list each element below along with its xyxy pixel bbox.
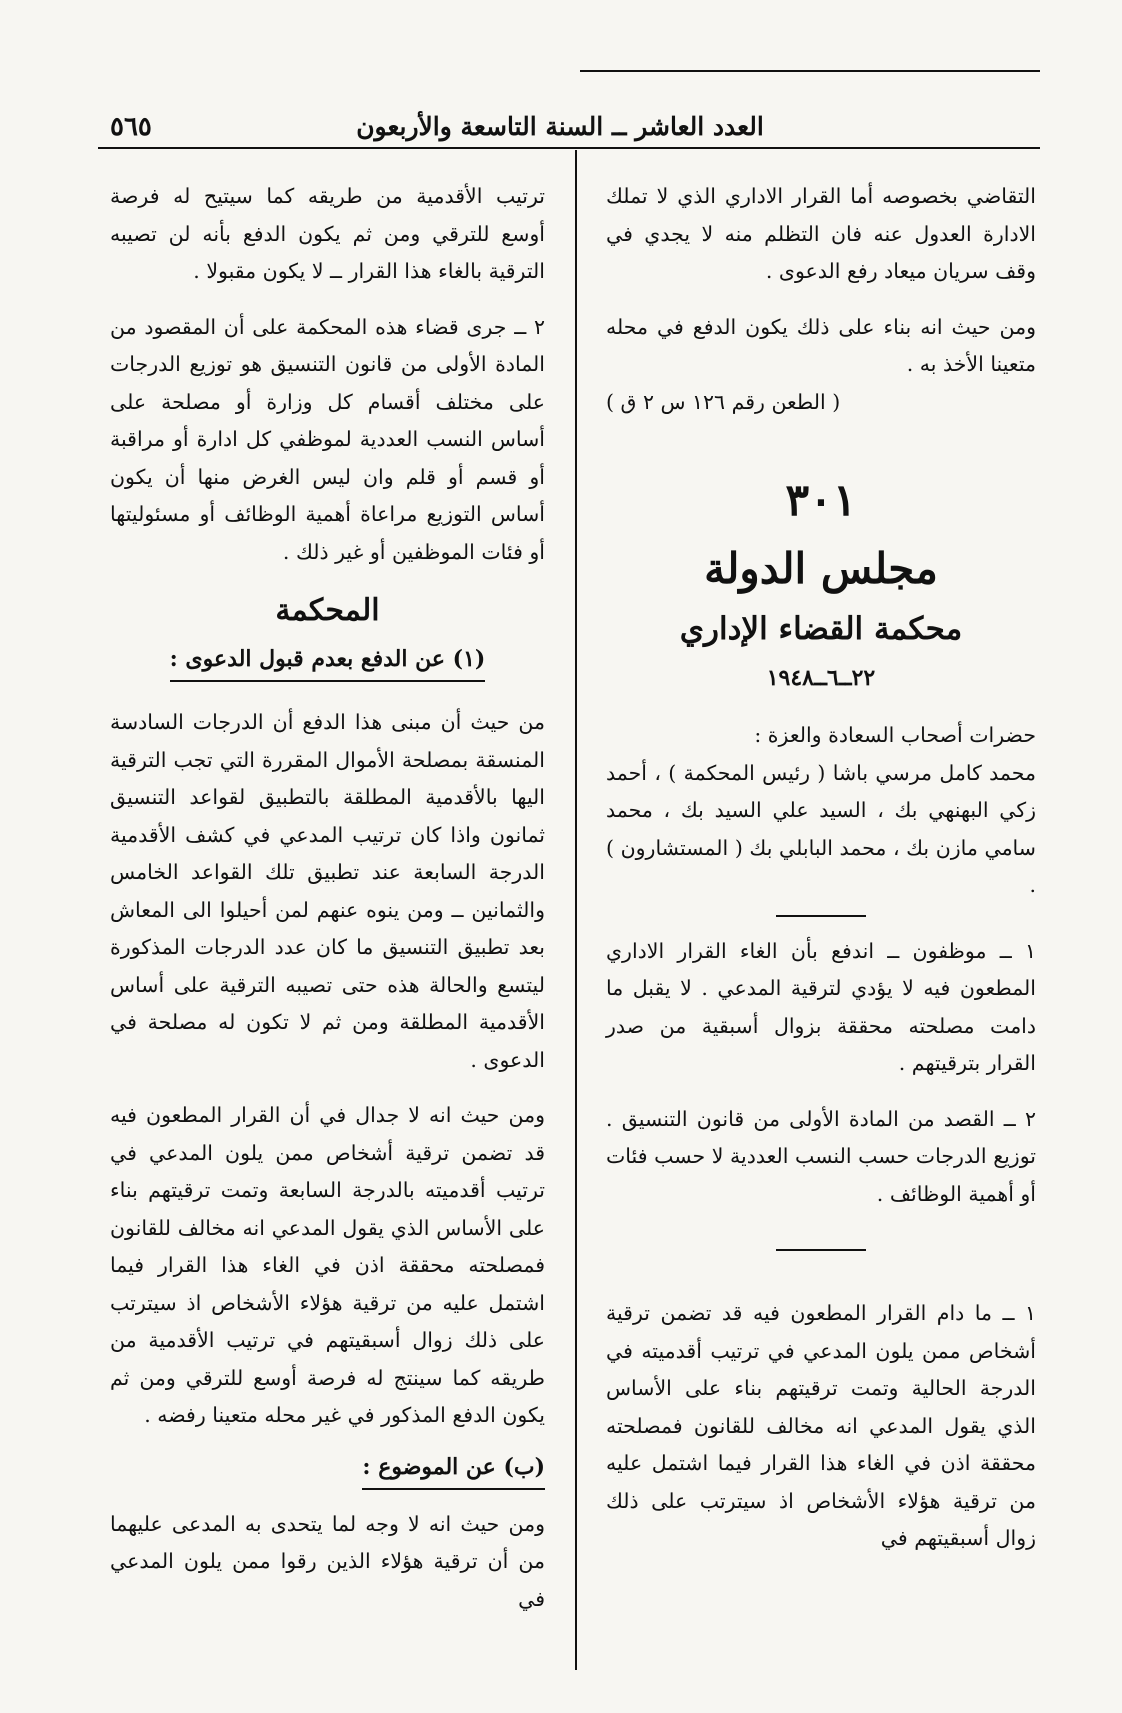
right-column [606,178,1036,1558]
principle-1: ١ ــ ما دام القرار المطعون فيه قد تضمن ترقية أشخاص ممن يلون المدعي في ترتيب أقدميته في الدرجة الحالية وتمت ترقيتهم بناء على الأساس الذي يقول المدعي انه مخالف للقانون فمصلحته محققة اذن في الغاء هذا القرار فيما اشتمل عليه من ترقية هؤلاء الأشخاص اذ سيترتب على ذلك زوال أسبقيتهم في [606,1301,1036,1550]
headnote-2: ٢ ــ القصد من المادة الأولى من قانون التنسيق . توزيع الدرجات حسب النسب العددية لا حسب فئات أو أهمية الوظائف . [606,1106,1036,1206]
left-column [110,178,545,1618]
divider-short-2 [776,1249,866,1251]
left-paragraph-1: ترتيب الأقدمية من طريقه كما سيتيح له فرصة أوسع للترقي ومن ثم يكون الدفع بأنه لن تصيبه الترقية بالغاء هذا القرار ــ لا يكون مقبولا . [110,184,545,283]
court-title: محكمة القضاء الإداري [679,611,963,647]
council-title: مجلس الدولة [704,544,938,593]
subheading-b: (ب) عن الموضوع : [362,1450,545,1490]
court-heading: المحكمة [275,593,380,628]
right-paragraph-2: ومن حيث انه بناء على ذلك يكون الدفع في محله متعينا الأخذ به . [606,314,1036,376]
page-number: ٥٦٥ [110,112,152,142]
left-paragraph-4: ومن حيث انه لا جدال في أن القرار المطعون فيه قد تضمن ترقية أشخاص ممن يلون المدعي في ترتيب أقدميته بالدرجة السابعة وتمت ترقيتهم بناء على الأساس الذي يقول المدعي انه مخالف للقانون فمصلحته محققة اذن في الغاء هذا القرار فيما اشتمل عليه من ترقية هؤلاء الأشخاص اذ سيترتب على ذلك زوال أسبقيتهم في ترتيب الأقدمية من طريقه كما سينتج له فرصة أوسع للترقي ومن ثم يكون الدفع المذكور في غير محله متعينا رفضه . [110,1103,545,1427]
left-paragraph-3: من حيث أن مبنى هذا الدفع أن الدرجات السادسة المنسقة بمصلحة الأموال المقررة التي تجب الترقية اليها بالأقدمية المطلقة بالتطبيق لقواعد التنسيق ثمانون واذا كان ترتيب المدعي في كشف الأقدمية الدرجة السابعة عند تطبيق تلك القواعد الخامس والثمانين ــ ومن ينوه عنهم لمن أحيلوا الى المعاش بعد تطبيق التنسيق ما كان عدد الدرجات المذكورة ليتسع والحالة هذه حتى تصيبه الترقية على أساس الأقدمية المطلقة ومن ثم لا تكون له مصلحة في الدعوى . [110,710,545,1072]
page-header-title: العدد العاشر ــ السنة التاسعة والأربعون [356,112,764,141]
top-short-rule [580,70,1040,72]
divider-short-1 [776,915,866,917]
present-line: حضرات أصحاب السعادة والعزة : [754,723,1036,747]
case-number: ٣٠١ [785,475,857,526]
right-paragraph-1: التقاضي بخصوصه أما القرار الاداري الذي لا تملك الادارة العدول عنه فان التظلم منه لا يجدي في وقف سريان ميعاد رفع الدعوى . [606,184,1036,283]
subheading-a: (١) عن الدفع بعدم قبول الدعوى : [170,642,486,682]
headnote-1: ١ ــ موظفون ــ اندفع بأن الغاء القرار الاداري المطعون فيه لا يؤدي لترقية المدعي . لا يقبل ما دامت مصلحته محققة بزوال أسبقية من صدر القرار بترقيتهم . [606,938,1036,1075]
left-paragraph-5: ومن حيث انه لا وجه لما يتحدى به المدعى عليهما من أن ترقية هؤلاء الذين رقوا ممن يلون المدعي في [110,1511,545,1611]
left-paragraph-2: ٢ ــ جرى قضاء هذه المحكمة على أن المقصود من المادة الأولى من قانون التنسيق هو توزيع الدرجات على مختلف أقسام كل وزارة أو مصلحة على أساس النسب العددية لموظفي كل ادارة أو مراقبة أو قسم أو قلم وان ليس الغرض منها أن يكون أساس التوزيع مراعاة أهمية الوظائف أو مسئوليتها أو فئات الموظفين أو غير ذلك . [110,314,545,564]
judgment-date: ٢٢ــ٦ــ١٩٤٨ [766,665,876,691]
appeal-reference: ( الطعن رقم ١٢٦ س ٢ ق ) [606,389,841,414]
header-rule [98,147,1040,149]
column-divider [575,150,577,1670]
judges-list: محمد كامل مرسي باشا ( رئيس المحكمة ) ، أحمد زكي البهنهي بك ، السيد علي السيد بك ، محمد سامي مازن بك ، محمد البابلي بك ( المستشارون ) . [606,760,1036,897]
